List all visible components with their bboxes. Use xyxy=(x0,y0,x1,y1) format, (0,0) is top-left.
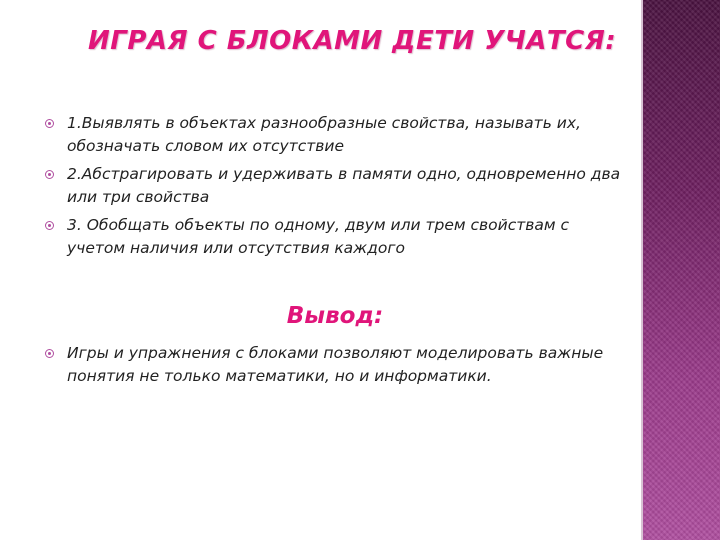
circle-bullet-icon xyxy=(45,349,54,358)
decorative-sidebar xyxy=(643,0,720,540)
circle-bullet-icon xyxy=(45,119,54,128)
bullet-text: 1.Выявлять в объектах разнообразные свойства, называть их, обозначать словом их отсутствие xyxy=(67,114,581,155)
bullet-text: 3. Обобщать объекты по одному, двум или трем свойствам с учетом наличия или отсутствия каждого xyxy=(67,216,570,257)
list-item xyxy=(45,112,625,158)
conclusion-heading: Вывод: xyxy=(286,303,384,329)
bullet-list xyxy=(45,112,625,265)
circle-bullet-icon xyxy=(45,170,54,179)
list-item xyxy=(45,163,625,209)
slide-title: ИГРАЯ С БЛОКАМИ ДЕТИ УЧАТСЯ: xyxy=(88,26,617,56)
circle-bullet-icon xyxy=(45,221,54,230)
bullet-text: 2.Абстрагировать и удерживать в памяти одно, одновременно два или три свойства xyxy=(67,165,621,206)
conclusion-list xyxy=(45,342,625,393)
list-item xyxy=(45,342,625,388)
conclusion-text: Игры и упражнения с блоками позволяют моделировать важные понятия не только математики, но и информатики. xyxy=(67,344,604,385)
list-item xyxy=(45,214,625,260)
